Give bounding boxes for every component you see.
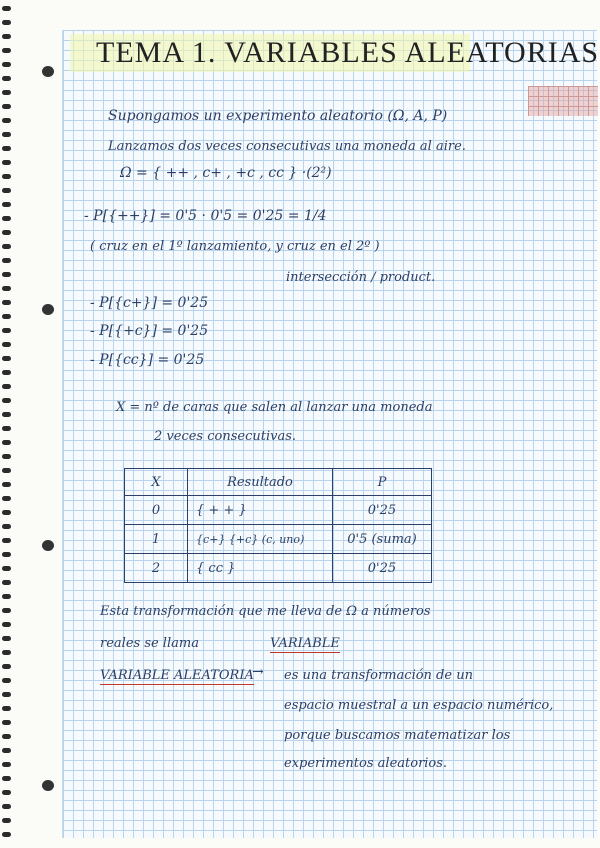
binding-hole [2,468,11,473]
x-definition-2: 2 veces consecutivas. [154,429,296,444]
binding-hole [2,6,11,11]
table-header: Resultado [188,469,333,496]
binding-hole [2,342,11,347]
binding-hole [2,832,11,837]
table-cell: 0'25 [332,496,431,525]
intro-line-2: Lanzamos dos veces consecutivas una moneda al aire. [108,139,466,154]
table-cell: 0'5 (suma) [332,525,431,554]
binding-hole [2,566,11,571]
binding-hole [2,104,11,109]
punch-hole [42,540,54,551]
binding-hole [2,188,11,193]
binding-hole [2,762,11,767]
binding-hole [2,202,11,207]
binding-hole [2,720,11,725]
binding-hole [2,608,11,613]
binding-hole [2,496,11,501]
table-header: P [332,469,431,496]
binding-hole [2,454,11,459]
binding-hole [2,622,11,627]
binding-hole [2,678,11,683]
binding-hole [2,398,11,403]
binding-hole [2,538,11,543]
binding-hole [2,62,11,67]
sample-space: Ω = { ++ , c+ , +c , cc } ·(2²) [120,165,332,181]
binding-hole [2,146,11,151]
conclusion-line-1: Esta transformación que me lleva de Ω a números [100,604,431,619]
definition-line-1: es una transformación de un [284,668,473,683]
table-cell: 1 [125,525,188,554]
binding-hole [2,272,11,277]
results-table [124,468,432,583]
intro-line-1: Supongamos un experimento aleatorio (Ω, A, P) [108,108,448,124]
binding-hole [2,776,11,781]
binding-hole [2,90,11,95]
table-header-row [125,469,432,496]
punch-hole [42,304,54,315]
table-cell: 2 [125,554,188,583]
prob-line-3: - P[{+c}] = 0'25 [90,323,209,339]
binding-hole [2,216,11,221]
binding-hole [2,636,11,641]
prob-line-1: - P[{++}] = 0'5 · 0'5 = 0'25 = 1/4 [84,208,327,224]
prob-line-4: - P[{cc}] = 0'25 [90,352,205,368]
pink-sticker [528,86,598,116]
definition-line-3: porque buscamos matematizar los [284,728,511,743]
binding-hole [2,160,11,165]
binding-hole [2,314,11,319]
variable-word: VARIABLE [270,636,340,651]
binding-hole [2,258,11,263]
binding-hole [2,804,11,809]
conclusion-line-2: reales se llama [100,636,199,651]
binding-hole [2,664,11,669]
binding-hole [2,440,11,445]
binding-hole [2,594,11,599]
binding-hole [2,370,11,375]
binding-hole [2,300,11,305]
spiral-binding [0,0,14,848]
binding-hole [2,244,11,249]
binding-hole [2,230,11,235]
punch-hole [42,66,54,77]
prob-line-2: - P[{c+}] = 0'25 [90,295,209,311]
binding-hole [2,580,11,585]
binding-hole [2,692,11,697]
binding-hole [2,412,11,417]
table-cell: { + + } [188,496,333,525]
table-row [125,554,432,583]
binding-hole [2,384,11,389]
table-cell: { cc } [188,554,333,583]
table-row [125,525,432,554]
page-title: TEMA 1. VARIABLES ALEATORIAS [96,36,600,69]
binding-hole [2,790,11,795]
binding-hole [2,748,11,753]
binding-hole [2,356,11,361]
binding-hole [2,482,11,487]
binding-hole [2,426,11,431]
arrow-icon: → [252,664,264,680]
prob-note: ( cruz en el 1º lanzamiento, y cruz en el 2º ) [90,239,380,254]
binding-hole [2,20,11,25]
binding-hole [2,118,11,123]
table-cell: {c+} {+c} (c, uno) [188,525,333,554]
binding-hole [2,34,11,39]
x-definition-1: X = nº de caras que salen al lanzar una moneda [116,400,433,415]
punch-hole [42,780,54,791]
table-header: X [125,469,188,496]
binding-hole [2,510,11,515]
term-variable-aleatoria: VARIABLE ALEATORIA [100,668,254,683]
binding-hole [2,174,11,179]
binding-hole [2,650,11,655]
binding-hole [2,48,11,53]
binding-hole [2,524,11,529]
binding-hole [2,132,11,137]
binding-hole [2,734,11,739]
table-row [125,496,432,525]
binding-hole [2,76,11,81]
binding-hole [2,818,11,823]
binding-hole [2,552,11,557]
prob-note-2: intersección / product. [286,270,436,285]
table-cell: 0'25 [332,554,431,583]
definition-line-2: espacio muestral a un espacio numérico, [284,698,554,713]
binding-hole [2,286,11,291]
binding-hole [2,706,11,711]
binding-hole [2,328,11,333]
table-cell: 0 [125,496,188,525]
definition-line-4: experimentos aleatorios. [284,756,448,771]
